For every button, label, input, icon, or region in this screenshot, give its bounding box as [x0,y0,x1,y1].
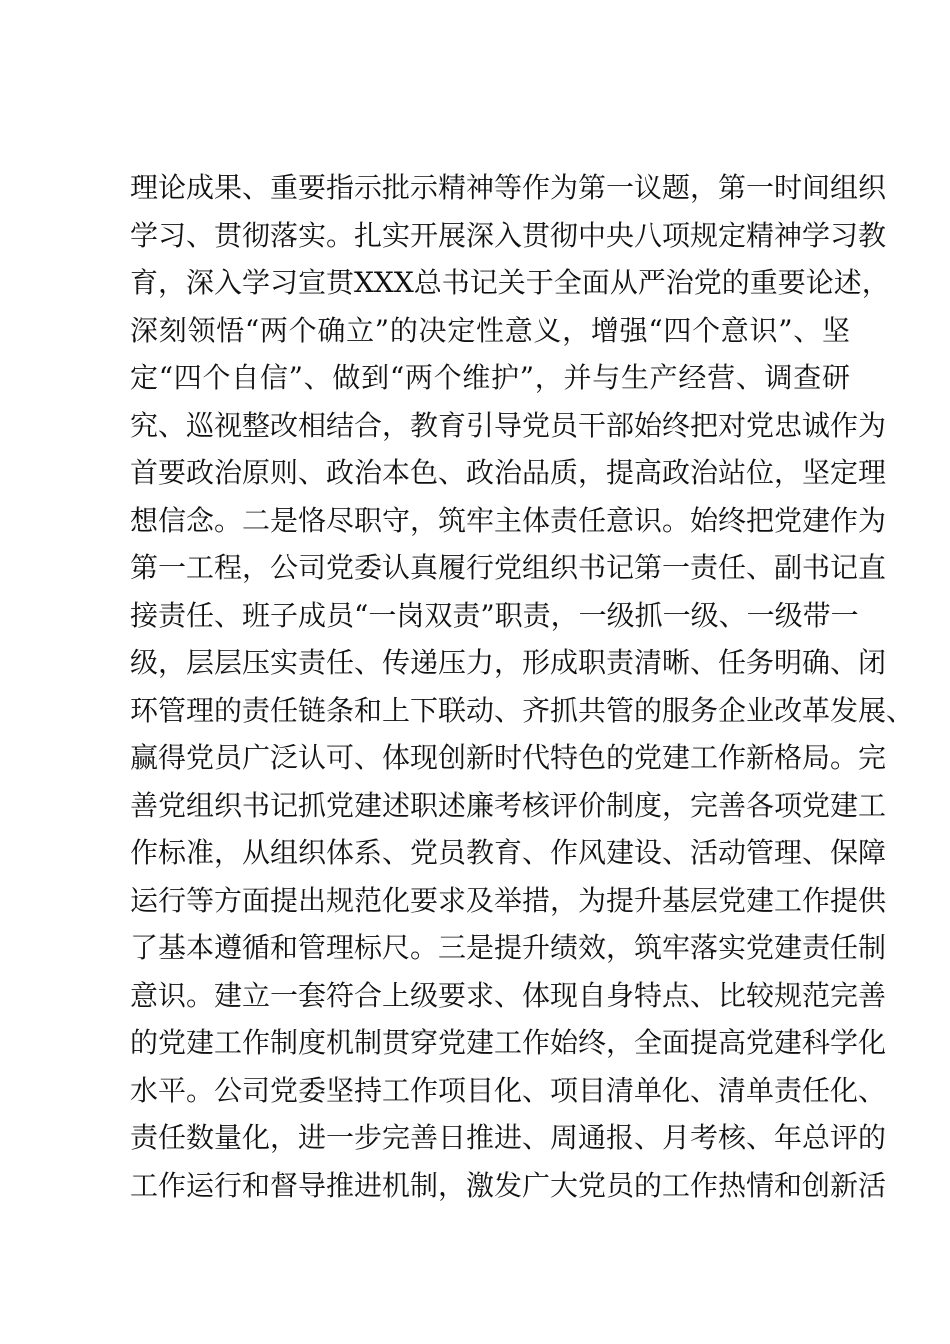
text-line: 责任数量化，进一步完善日推进、周通报、月考核、年总评的 [130,1121,887,1154]
text-line: 作标准，从组织体系、党员教育、作风建设、活动管理、保障 [130,836,887,869]
body-paragraph [130,164,915,1209]
text-line: 深刻领悟“两个确立”的决定性意义，增强“四个意识”、坚 [130,313,850,347]
text-line: 的党建工作制度机制贯穿党建工作始终，全面提高党建科学化 [130,1026,887,1059]
text-line: 第一工程，公司党委认真履行党组织书记第一责任、副书记直 [130,551,887,584]
text-line: 意识。建立一套符合上级要求、体现自身特点、比较规范完善 [130,978,887,1012]
text-line: 接责任、班子成员“一岗双责”职责，一级抓一级、一级带一 [130,598,859,632]
text-line: 首要政治原则、政治本色、政治品质，提高政治站位，坚定理 [130,456,887,489]
text-line: 运行等方面提出规范化要求及举措，为提升基层党建工作提供 [130,883,887,917]
text-line: 究、巡视整改相结合，教育引导党员干部始终把对党忠诚作为 [130,408,887,442]
text-line: 学习、贯彻落实。扎实开展深入贯彻中央八项规定精神学习教 [130,218,887,252]
text-line: 善党组织书记抓党建述职述廉考核评价制度，完善各项党建工 [130,788,887,822]
text-line: 环管理的责任链条和上下联动、齐抓共管的服务企业改革发展、 [130,693,915,727]
text-line: 理论成果、重要指示批示精神等作为第一议题，第一时间组织 [130,171,887,204]
text-line: 了基本遵循和管理标尺。三是提升绩效，筑牢落实党建责任制 [130,931,887,964]
text-line: 定“四个自信”、做到“两个维护”，并与生产经营、调查研 [130,361,850,394]
text-line: 想信念。二是恪尽职守，筑牢主体责任意识。始终把党建作为 [130,503,887,537]
text-line: 水平。公司党委坚持工作项目化、项目清单化、清单责任化、 [130,1073,887,1107]
text-line: 育，深入学习宣贯XXX总书记关于全面从严治党的重要论述， [130,266,890,299]
text-line: 赢得党员广泛认可、体现创新时代特色的党建工作新格局。完 [130,741,887,774]
text-line: 级，层层压实责任、传递压力，形成职责清晰、任务明确、闭 [130,646,887,679]
text-line: 工作运行和督导推进机制，激发广大党员的工作热情和创新活 [130,1168,887,1202]
